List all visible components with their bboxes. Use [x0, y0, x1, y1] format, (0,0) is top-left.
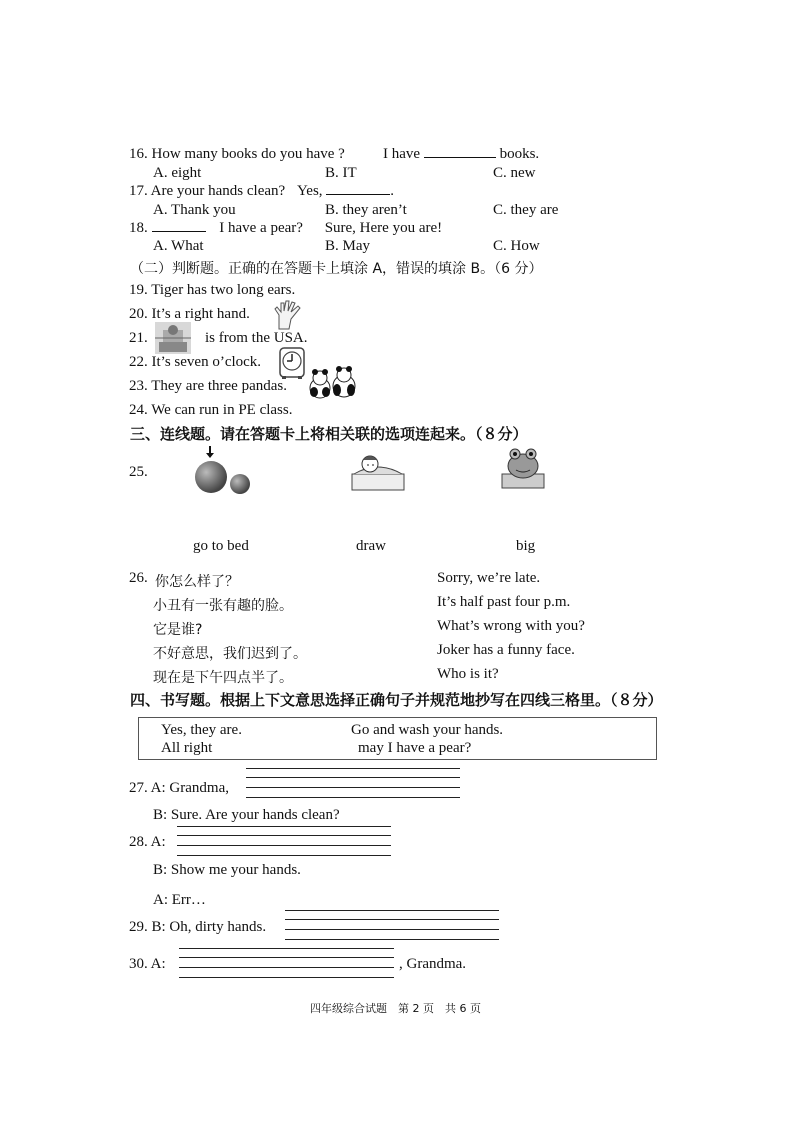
section-3-heading: 三、连线题。请在答题卡上将相关联的选项连起来。（８分） [130, 425, 528, 443]
q16-option-a: A. eight [153, 165, 202, 181]
q17-answer-pre: Yes, [296, 183, 323, 199]
bank-sentence: may I have a pear? [358, 740, 472, 756]
q28-line-a: 28. A: [129, 834, 166, 850]
bank-sentence: All right [161, 740, 213, 756]
q18-blank[interactable] [152, 231, 206, 232]
us-landmark-icon [155, 322, 191, 354]
q25-number: 25. [129, 464, 148, 480]
hand-icon [271, 299, 307, 331]
q26-left-item: 不好意思，我们迟到了。 [153, 646, 307, 662]
q26-left-item: 你怎么样了？ [155, 574, 239, 590]
q18-number: 18. [129, 220, 148, 236]
q17-answer-post: . [390, 183, 395, 199]
q17-stem [129, 183, 394, 200]
section-4-heading: 四、书写题。根据上下文意思选择正确句子并规范地抄写在四线三格里。（８分） [130, 691, 663, 709]
q18-option-b: B. May [325, 238, 370, 254]
q28-line-c: A: Err… [153, 892, 206, 908]
frog-drawing-icon [498, 444, 548, 490]
q17-option-a: A. Thank you [153, 202, 236, 218]
bank-sentence: Yes, they are. [161, 722, 242, 738]
q16-blank[interactable] [424, 157, 496, 158]
q18-option-a: A. What [153, 238, 204, 254]
q18-text: I have a pear? [219, 220, 303, 236]
q18-stem [129, 220, 442, 237]
q17-option-c: C. they are [493, 202, 559, 218]
match-word-go-to-bed: go to bed [193, 538, 249, 554]
four-line-grid[interactable] [246, 768, 460, 798]
section-2-heading: （二）判断题。正确的在答题卡上填涂 A，错误的填涂 B。（6 分） [130, 261, 543, 277]
q17-text: 17. Are your hands clean? [129, 183, 286, 199]
q16-option-c: C. new [493, 165, 536, 181]
q27-line-a: 27. A: Grandma, [129, 780, 229, 796]
q23: 23. They are three pandas. [129, 378, 287, 394]
q16-answer-post: books. [499, 146, 540, 162]
page-footer: 四年级综合试题 第 2 页 共 6 页 [310, 1002, 481, 1015]
q26-right-item: Who is it? [437, 666, 499, 682]
q26-left-item: 小丑有一张有趣的脸。 [153, 598, 293, 614]
q29-line: 29. B: Oh, dirty hands. [129, 919, 267, 935]
q21-number: 21. [129, 330, 148, 346]
match-word-draw: draw [356, 538, 386, 554]
q26-left-item: 它是谁? [153, 622, 203, 638]
q21-text: is from the USA. [205, 330, 308, 346]
match-word-big: big [516, 538, 536, 554]
q26-right-item: What’s wrong with you? [437, 618, 585, 634]
q16-answer-line [383, 146, 539, 163]
q26-right-item: Joker has a funny face. [437, 642, 575, 658]
q18-option-c: C. How [493, 238, 540, 254]
clock-icon [277, 346, 307, 380]
balls-icon [194, 446, 256, 496]
q30-line-a: 30. A: [129, 956, 166, 972]
q16-stem [129, 146, 345, 163]
q28-line-b: B: Show me your hands. [153, 862, 301, 878]
q18-answer: Sure, Here you are! [324, 220, 443, 236]
q20: 20. It’s a right hand. [129, 306, 250, 322]
four-line-grid[interactable] [177, 826, 391, 856]
q17-blank[interactable] [326, 194, 390, 195]
pandas-icon [308, 366, 358, 400]
q16-answer-pre: I have [383, 146, 421, 162]
q17-option-b: B. they aren’t [325, 202, 407, 218]
four-line-grid[interactable] [285, 910, 499, 940]
bank-sentence: Go and wash your hands. [351, 722, 504, 738]
q26-number: 26. [129, 570, 148, 586]
q16-option-b: B. IT [325, 165, 357, 181]
q26-right-item: It’s half past four p.m. [437, 594, 571, 610]
q26-left-item: 现在是下午四点半了。 [153, 670, 293, 686]
q16-text: 16. How many books do you have ? [129, 146, 345, 162]
q19: 19. Tiger has two long ears. [129, 282, 296, 298]
q24: 24. We can run in PE class. [129, 402, 293, 418]
q26-right-item: Sorry, we’re late. [437, 570, 541, 586]
q27-line-b: B: Sure. Are your hands clean? [153, 807, 340, 823]
four-line-grid[interactable] [179, 948, 394, 978]
q22: 22. It’s seven o’clock. [129, 354, 262, 370]
q30-line-b: , Grandma. [399, 956, 467, 972]
sleeping-boy-icon [350, 448, 406, 492]
